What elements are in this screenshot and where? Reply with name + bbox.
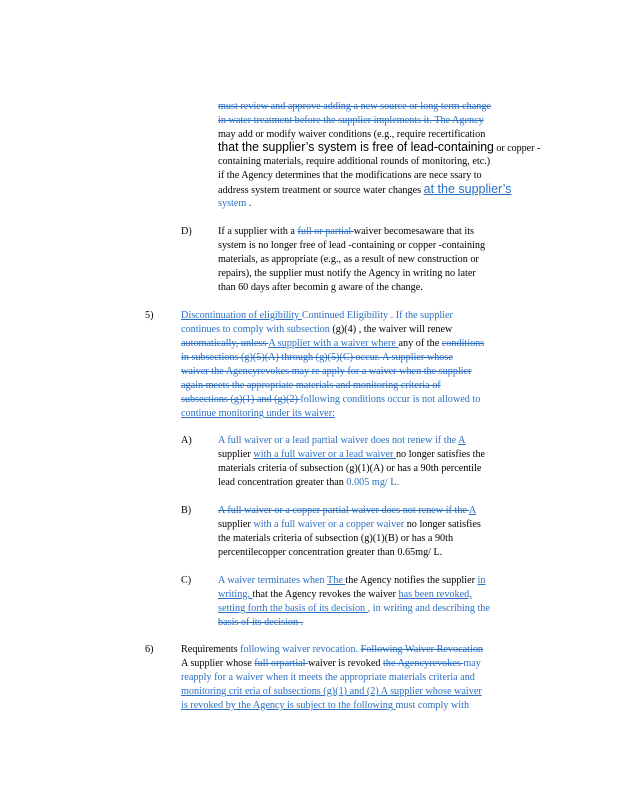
text-line <box>181 337 484 350</box>
list-label: A) <box>181 435 192 446</box>
text-segment: waiver is revoked <box>308 658 384 669</box>
text-line <box>218 239 485 252</box>
text-segment: subsections (g)(1) and (g)(2) <box>181 394 301 405</box>
text-line <box>218 225 474 238</box>
text-segment: following waiver revocation. <box>240 644 361 655</box>
text-segment: basis of its decision . <box>218 617 304 628</box>
text-segment: Requirements <box>181 644 241 655</box>
text-line <box>218 616 303 629</box>
text-segment: must comply with <box>395 700 470 711</box>
text-segment: may add or modify waiver conditions (e.g., require recertification <box>218 129 486 140</box>
text-segment: is revoked by the Agency is subject to the following <box>181 700 396 711</box>
text-segment: A full waiver or a copper partial waiver does not renew if the <box>218 505 469 516</box>
text-line <box>218 504 476 517</box>
text-segment: if the Agency determines that the modifications are nece ssary to <box>218 170 482 181</box>
text-line <box>218 574 485 587</box>
text-line <box>218 434 466 447</box>
list-label: 6) <box>145 644 154 655</box>
text-segment: (g)(4) , the waiver will renew <box>332 324 453 335</box>
text-segment: 0.005 mg/ L. <box>346 477 400 488</box>
text-segment: A full waiver or a lead partial waiver does not renew if the <box>218 435 459 446</box>
text-segment: Following Waiver Revocation <box>360 644 484 655</box>
text-segment: at the supplier’s <box>423 182 512 196</box>
text-line <box>218 169 482 182</box>
text-segment: lead concentration greater than <box>218 477 347 488</box>
text-line <box>181 351 453 364</box>
text-segment: the materials criteria of subsection (g)(1)(B) or has a 90th <box>218 533 454 544</box>
text-line <box>218 183 511 197</box>
text-line <box>218 546 442 559</box>
text-segment: again meets the appropriate materials and monitoring criteria of <box>181 380 441 391</box>
text-line <box>218 114 484 127</box>
text-segment: automatically, unless <box>181 338 269 349</box>
text-segment: A waiver terminates when <box>218 575 328 586</box>
text-line <box>218 253 479 266</box>
text-line <box>218 448 485 461</box>
text-line <box>181 407 335 420</box>
text-segment: or copper - <box>493 143 541 154</box>
text-segment: materials criteria of subsection (g)(1)(A) or has a 90th percentile <box>218 463 482 474</box>
text-segment: in water treatment before the supplier implements it. The Agency <box>218 115 484 126</box>
text-segment: no longer satisfies the <box>395 449 486 460</box>
text-line <box>181 699 469 712</box>
text-segment: following conditions occur is not allowed to <box>300 394 481 405</box>
text-line <box>218 532 453 545</box>
text-segment: materials, as appropriate (e.g., as a result of new construction or <box>218 254 479 265</box>
list-label: C) <box>181 575 192 586</box>
text-segment: A supplier with a waiver where <box>268 338 399 349</box>
text-segment: , in writing and describing the <box>367 603 490 614</box>
text-line <box>218 602 490 615</box>
text-segment: full or partial <box>297 226 354 237</box>
text-segment: in subsections (g)(5)(A) through (g)(5)(C) occur. A supplier whose <box>181 352 453 363</box>
text-line <box>218 281 423 294</box>
text-segment: must review and approve adding a new source or long term change <box>218 101 491 112</box>
text-line <box>218 267 476 280</box>
text-line <box>181 393 480 406</box>
text-line <box>181 309 453 322</box>
text-line <box>181 657 481 670</box>
text-segment: The <box>327 575 346 586</box>
text-segment: address system treatment or source water changes <box>218 185 424 196</box>
text-segment: waiver the Agencyrevokes may re apply for a waiver when the supplier <box>181 366 472 377</box>
text-segment: has been revoked, <box>398 589 472 600</box>
text-segment: the Agencyrevokes <box>383 658 464 669</box>
text-segment: conditions <box>441 338 485 349</box>
list-label: D) <box>181 226 192 237</box>
text-segment: If a supplier with a <box>218 226 298 237</box>
text-line <box>181 323 452 336</box>
text-segment: A supplier whose <box>181 658 255 669</box>
text-line <box>181 379 441 392</box>
text-segment: any of the <box>398 338 442 349</box>
text-line <box>218 588 472 601</box>
text-segment: that the supplier’s system is free of lead-containing <box>218 140 494 154</box>
text-segment: may <box>463 658 481 669</box>
text-line <box>218 141 540 155</box>
text-segment: writing, <box>218 589 253 600</box>
list-label: B) <box>181 505 192 516</box>
text-segment: system <box>218 198 247 209</box>
text-segment: full orpartial <box>254 658 309 669</box>
text-segment: continues to comply with subsection <box>181 324 333 335</box>
text-line <box>218 155 490 168</box>
text-line <box>181 643 483 656</box>
text-segment: Continued Eligibility . If the supplier <box>301 310 453 321</box>
text-segment: than 60 days after becomin g aware of the change. <box>218 282 423 293</box>
text-segment: percentilecopper concentration greater than 0.65mg/ L. <box>218 547 443 558</box>
text-segment: setting forth the basis of its decision <box>218 603 368 614</box>
text-segment: with a full waiver or a lead waiver <box>253 449 396 460</box>
text-line <box>181 671 475 684</box>
text-segment: the Agency notifies the supplier <box>345 575 478 586</box>
text-line <box>218 100 491 113</box>
text-segment: reapply for a waiver when it meets the appropriate materials criteria and <box>181 672 475 683</box>
text-line <box>218 462 481 475</box>
text-line <box>218 476 399 489</box>
text-segment: A <box>468 505 477 516</box>
text-line <box>218 197 251 210</box>
text-segment: A <box>458 435 466 446</box>
text-segment: repairs), the supplier must notify the Agency in writing no later <box>218 268 476 279</box>
text-segment: in <box>477 575 486 586</box>
text-segment: waiver becomesaware that its <box>353 226 475 237</box>
text-segment: that the Agency revokes the waiver <box>252 589 399 600</box>
text-line <box>218 518 481 531</box>
text-segment: continue monitoring under its waiver: <box>181 408 335 419</box>
text-segment: Discontinuation of eligibility <box>181 310 302 321</box>
text-segment: with a full waiver or a copper waiver <box>253 519 407 530</box>
text-line <box>181 685 482 698</box>
text-segment: no longer satisfies <box>406 519 481 530</box>
text-segment: supplier <box>218 519 254 530</box>
text-segment: supplier <box>218 449 254 460</box>
text-segment: . <box>246 198 252 209</box>
text-segment: monitoring crit eria of subsections (g)(1) and (2) A supplier whose waiver <box>181 686 482 697</box>
list-label: 5) <box>145 310 154 321</box>
text-segment: containing materials, require additional rounds of monitoring, etc.) <box>218 156 491 167</box>
text-line <box>181 365 472 378</box>
text-segment: system is no longer free of lead -containing or copper -containing <box>218 240 486 251</box>
